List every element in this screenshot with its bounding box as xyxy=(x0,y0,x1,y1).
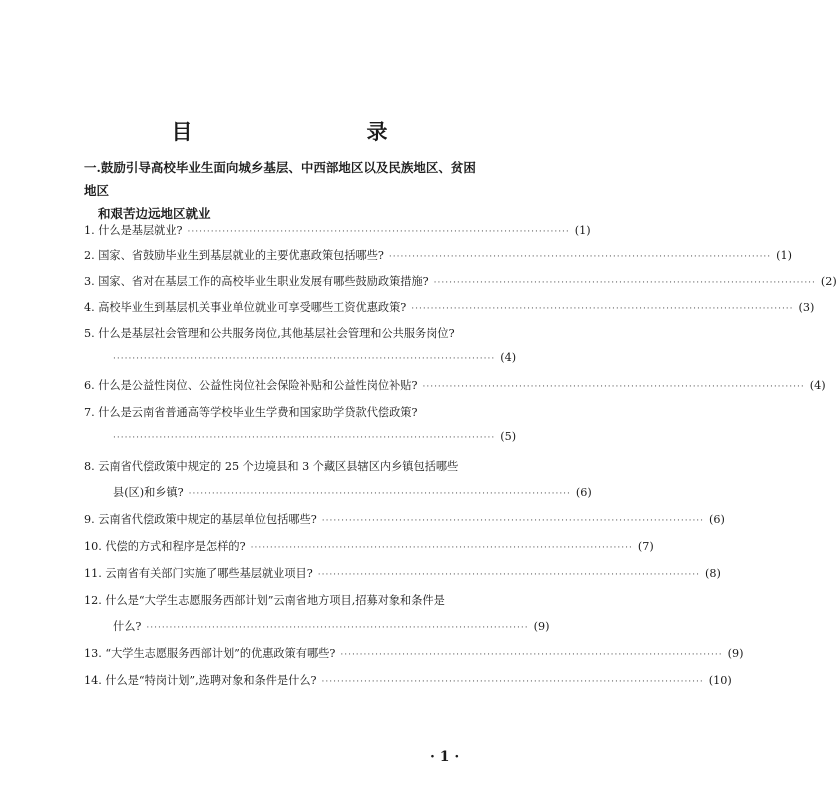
toc-item-6[interactable] xyxy=(84,377,826,397)
toc-leader: ··································································································· xyxy=(188,489,571,499)
toc-item-title: 14. 什么是“特岗计划”,选聘对象和条件是什么? xyxy=(84,674,317,687)
toc-item-page: (10) xyxy=(708,674,732,687)
toc-item-page: (5) xyxy=(500,430,517,443)
toc-item-title: 2. 国家、省鼓励毕业生到基层就业的主要优惠政策包括哪些? xyxy=(84,249,384,262)
toc-leader: ··································································································· xyxy=(388,252,772,262)
toc-item-page: (9) xyxy=(533,620,550,633)
toc-item-8-continuation[interactable] xyxy=(113,484,592,504)
toc-item-title: 9. 云南省代偿政策中规定的基层单位包括哪些? xyxy=(84,513,317,526)
toc-item-title: 11. 云南省有关部门实施了哪些基层就业项目? xyxy=(84,567,313,580)
toc-item-14[interactable] xyxy=(84,672,732,692)
toc-item-title-cont: 县(区)和乡镇? xyxy=(113,486,184,499)
toc-item-8[interactable] xyxy=(84,458,476,478)
toc-item-11[interactable] xyxy=(84,565,721,585)
toc-leader: ··································································································· xyxy=(321,516,705,526)
toc-item-5-continuation[interactable] xyxy=(113,351,517,371)
toc-item-page: (9) xyxy=(727,647,744,660)
section-heading xyxy=(84,156,479,225)
toc-item-title: 7. 什么是云南省普通高等学校毕业生学费和国家助学贷款代偿政策? xyxy=(84,406,418,419)
toc-item-page: (4) xyxy=(809,379,826,392)
toc-leader: ··································································································· xyxy=(187,227,570,237)
section-heading-line2: 和艰苦边远地区就业 xyxy=(98,206,211,221)
toc-item-page: (4) xyxy=(500,351,517,364)
toc-item-page: (6) xyxy=(709,513,725,526)
toc-item-title: 5. 什么是基层社会管理和公共服务岗位,其他基层社会管理和公共服务岗位? xyxy=(84,327,455,340)
toc-item-title: 3. 国家、省对在基层工作的高校毕业生职业发展有哪些鼓励政策措施? xyxy=(84,275,429,288)
toc-leader: ··································································································· xyxy=(113,433,496,443)
toc-item-title: 8. 云南省代偿政策中规定的 25 个边境县和 3 个藏区县辖区内乡镇包括哪些 xyxy=(84,460,459,473)
toc-item-12-continuation[interactable] xyxy=(113,618,550,638)
toc-item-7-continuation[interactable] xyxy=(113,430,517,450)
page-title: 目 录 xyxy=(171,119,432,144)
toc-item-title: 12. 什么是“大学生志愿服务西部计划”云南省地方项目,招募对象和条件是 xyxy=(84,594,445,607)
toc-item-10[interactable] xyxy=(84,538,654,558)
toc-item-page: (2) xyxy=(820,275,837,288)
toc-leader: ··································································································· xyxy=(317,570,700,580)
toc-item-9[interactable] xyxy=(84,511,725,531)
toc-item-title: 10. 代偿的方式和程序是怎样的? xyxy=(84,540,246,553)
toc-item-13[interactable] xyxy=(84,645,744,665)
toc-item-page: (1) xyxy=(574,224,591,237)
toc-item-title-cont: 什么? xyxy=(113,620,142,633)
toc-item-title: 4. 高校毕业生到基层机关事业单位就业可享受哪些工资优惠政策? xyxy=(84,301,407,314)
toc-leader: ··································································································· xyxy=(146,623,529,633)
toc-item-2[interactable] xyxy=(84,247,793,267)
toc-leader: ··································································································· xyxy=(340,650,723,660)
toc-item-page: (7) xyxy=(637,540,654,553)
toc-item-5[interactable] xyxy=(84,325,476,345)
toc-item-page: (6) xyxy=(575,486,592,499)
toc-leader: ··································································································· xyxy=(411,304,794,314)
toc-item-4[interactable] xyxy=(84,299,815,319)
toc-item-page: (3) xyxy=(798,301,815,314)
toc-item-3[interactable] xyxy=(84,273,837,293)
toc-item-title: 13. “大学生志愿服务西部计划”的优惠政策有哪些? xyxy=(84,647,336,660)
toc-leader: ··································································································· xyxy=(433,278,816,288)
toc-item-1[interactable] xyxy=(84,222,591,242)
toc-leader: ··································································································· xyxy=(321,677,704,687)
toc-item-page: (8) xyxy=(704,567,721,580)
toc-leader: ··································································································· xyxy=(250,543,633,553)
toc-item-7[interactable] xyxy=(84,404,476,424)
toc-item-page: (1) xyxy=(776,249,793,262)
page-number: · 1 · xyxy=(430,749,460,765)
toc-leader: ··································································································· xyxy=(113,354,496,364)
toc-item-title: 6. 什么是公益性岗位、公益性岗位社会保险补贴和公益性岗位补贴? xyxy=(84,379,418,392)
toc-item-title: 1. 什么是基层就业? xyxy=(84,224,183,237)
section-heading-line1: 一.鼓励引导高校毕业生面向城乡基层、中西部地区以及民族地区、贫困地区 xyxy=(84,160,476,198)
toc-leader: ··································································································· xyxy=(422,382,805,392)
toc-item-12[interactable] xyxy=(84,592,476,612)
